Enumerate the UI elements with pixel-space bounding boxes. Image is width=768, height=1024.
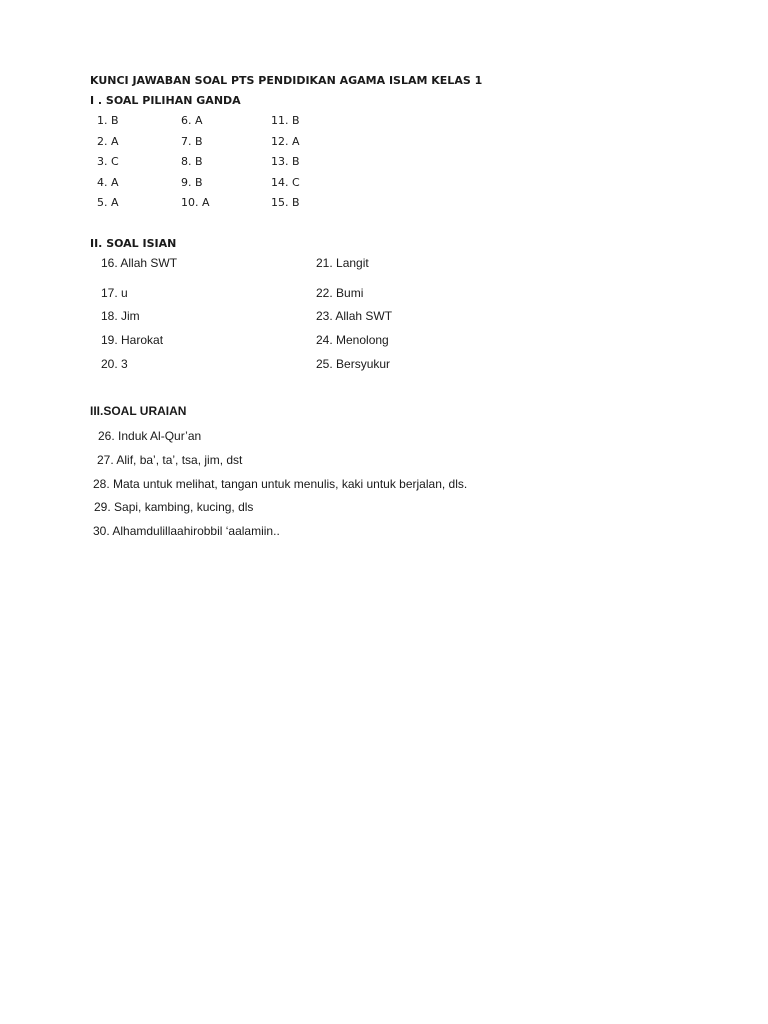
fill-answer: 16. Allah SWT bbox=[101, 256, 178, 270]
mc-answer: 7. B bbox=[181, 135, 203, 148]
mc-answer: 15. B bbox=[271, 196, 300, 209]
essay-answer: 30. Alhamdulillaahirobbil ‘aalamiin.. bbox=[93, 524, 280, 538]
essay-answer: 28. Mata untuk melihat, tangan untuk menulis, kaki untuk berjalan, dls. bbox=[93, 477, 468, 491]
fill-answer: 21. Langit bbox=[316, 256, 369, 270]
section-2-heading: II. SOAL ISIAN bbox=[90, 237, 177, 250]
fill-answer: 19. Harokat bbox=[101, 333, 164, 347]
essay-answer: 27. Alif, ba’, ta’, tsa, jim, dst bbox=[97, 453, 243, 467]
fill-answer: 18. Jim bbox=[101, 309, 140, 323]
fill-answer: 22. Bumi bbox=[316, 286, 364, 300]
fill-answer: 25. Bersyukur bbox=[316, 357, 391, 371]
mc-answer: 10. A bbox=[181, 196, 210, 209]
fill-answer: 20. 3 bbox=[101, 357, 128, 371]
section-1-heading: I . SOAL PILIHAN GANDA bbox=[90, 94, 241, 107]
fill-answer: 17. u bbox=[101, 286, 128, 300]
mc-answer: 14. C bbox=[271, 176, 300, 189]
mc-answer: 8. B bbox=[181, 155, 203, 168]
mc-answer: 1. B bbox=[97, 114, 119, 127]
fill-answer: 24. Menolong bbox=[316, 333, 389, 347]
mc-answer: 6. A bbox=[181, 114, 203, 127]
mc-answer: 3. C bbox=[97, 155, 119, 168]
essay-answer: 26. Induk Al-Qur’an bbox=[98, 429, 202, 443]
mc-answer: 9. B bbox=[181, 176, 203, 189]
mc-answer: 11. B bbox=[271, 114, 300, 127]
section-3-heading: III.SOAL URAIAN bbox=[90, 404, 187, 418]
essay-answer: 29. Sapi, kambing, kucing, dls bbox=[94, 500, 254, 514]
mc-answer: 12. A bbox=[271, 135, 300, 148]
mc-answer: 13. B bbox=[271, 155, 300, 168]
fill-answer: 23. Allah SWT bbox=[316, 309, 393, 323]
mc-answer: 2. A bbox=[97, 135, 119, 148]
mc-answer: 4. A bbox=[97, 176, 119, 189]
mc-answer: 5. A bbox=[97, 196, 119, 209]
document-title: KUNCI JAWABAN SOAL PTS PENDIDIKAN AGAMA ISLAM KELAS 1 bbox=[90, 74, 483, 87]
